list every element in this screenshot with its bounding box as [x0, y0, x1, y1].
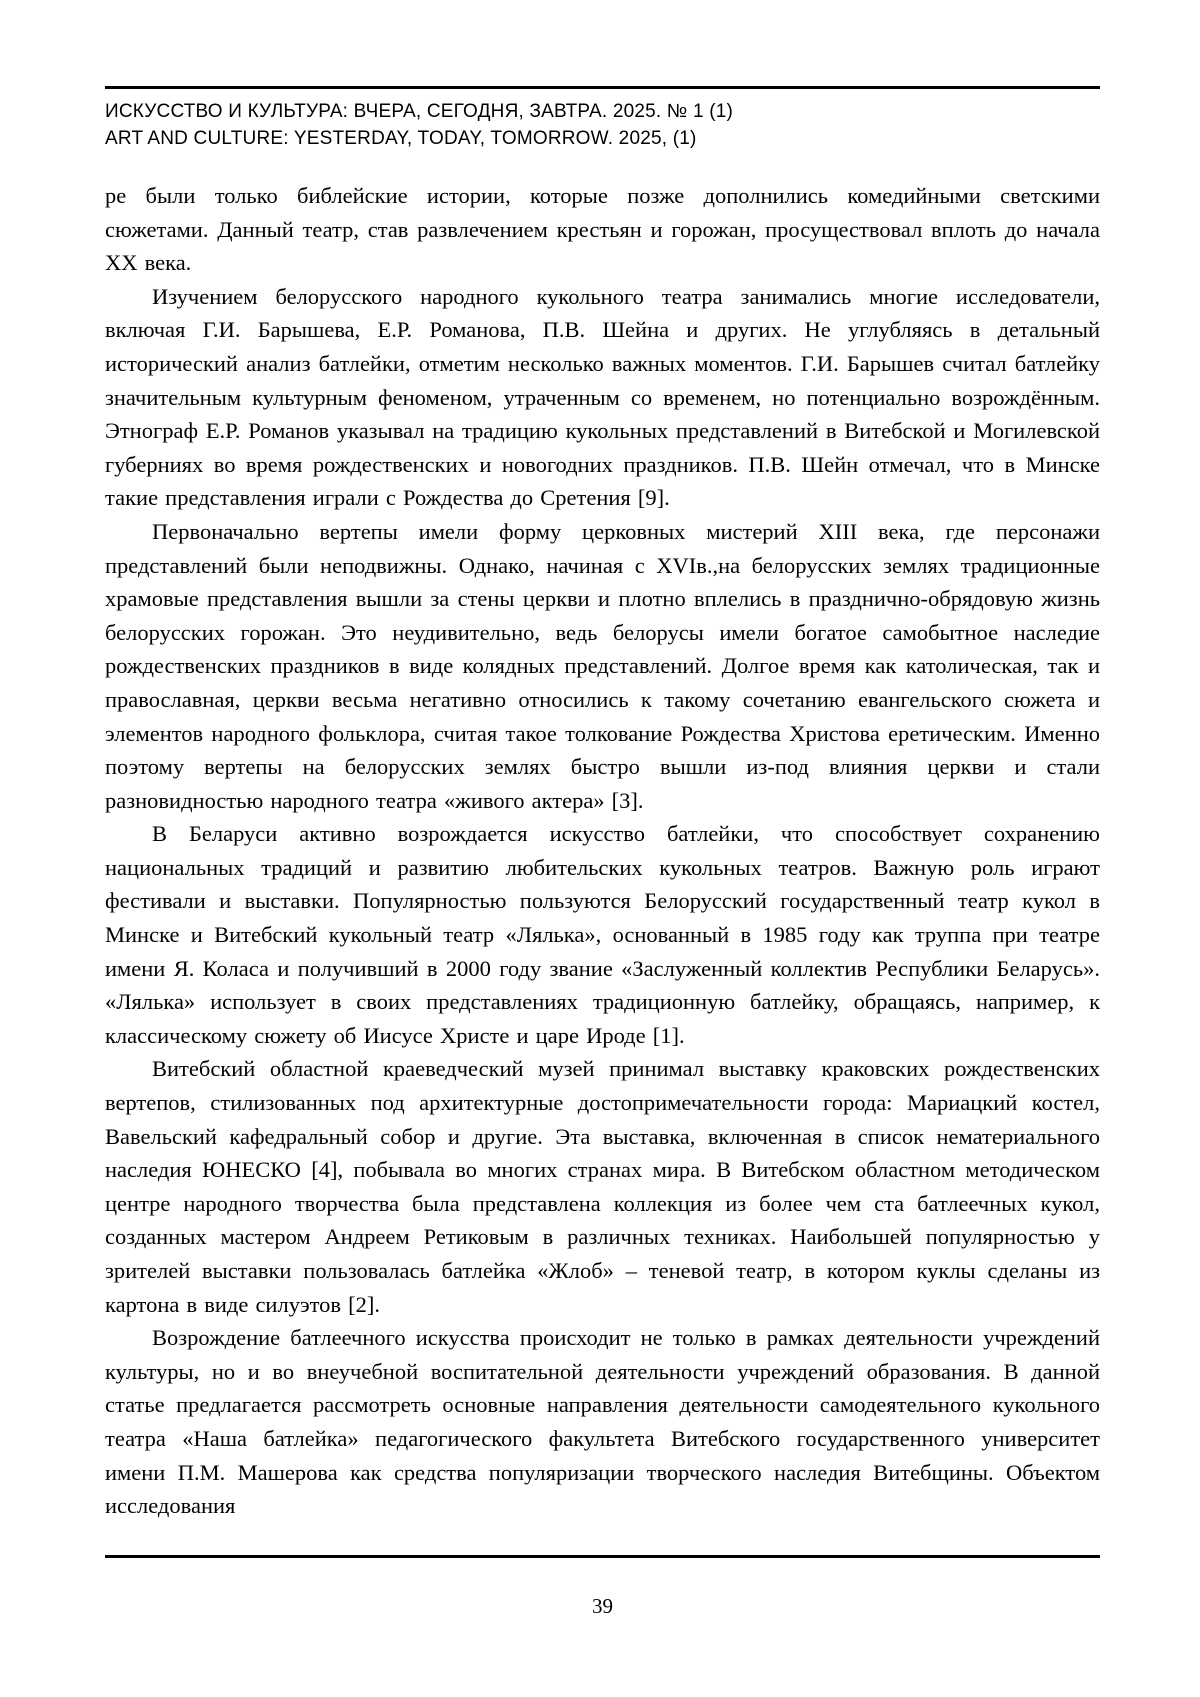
paragraph-continuation: ре были только библейские истории, которые позже дополнились комедийными светскими сюжетами. Данный театр, став развлечением крестьян и горожан, просуществовал вплоть до начала XX века. — [105, 183, 1100, 276]
paragraph: Изучением белорусского народного кукольного театра занимались многие исследователи, включая Г.И. Барышева, Е.Р. Романова, П.В. Шейна и других. Не углубляясь в детальный исторический анализ батлейки, отметим несколько важных моментов. Г.И. Барышев считал батлейку значительным культурным феноменом, утраченным со временем, но потенциально возрождённым. Этнограф Е.Р. Романов указывал на традицию кукольных представлений в Витебской и Могилевской губерниях во время рождественских и новогодних праздников. П.В. Шейн отмечал, что в Минске такие представления играли с Рождества до Сретения [9]. — [105, 283, 1100, 511]
paragraph: Возрождение батлеечного искусства происходит не только в рамках деятельности учреждений культуры, но и во внеучебной воспитательной деятельности учреждений образования. В данной статье предлагается рассмотреть основные направления деятельности самодеятельного кукольного театра «Наша батлейка» педагогического факультета Витебского государственного университет имени П.М. Машерова как средства популяризации творческого наследия Витебщины. Объектом исследования — [105, 1325, 1100, 1519]
journal-title-ru: ИСКУССТВО И КУЛЬТУРА: ВЧЕРА, СЕГОДНЯ, ЗАВТРА. 2025. № 1 (1) — [105, 101, 734, 122]
footer-divider — [105, 1555, 1100, 1558]
article-body — [105, 179, 1100, 1523]
paragraph: Первоначально вертепы имели форму церковных мистерий XIII века, где персонажи представлений были неподвижны. Однако, начиная с XVIв.,на белорусских землях традиционные храмовые представления вышли за стены церкви и плотно вплелись в празднично-обрядовую жизнь белорусских горожан. Это неудивительно, ведь белорусы имели богатое самобытное наследие рождественских праздников в виде колядных представлений. Долгое время как католическая, так и православная, церкви весьма негативно относились к такому сочетанию евангельского сюжета и элементов народного фольклора, считая такое толкование Рождества Христова еретическим. Именно поэтому вертепы на белорусских землях быстро вышли из-под влияния церкви и стали разновидностью народного театра «живого актера» [3]. — [105, 518, 1100, 813]
page-number: 39 — [592, 1593, 613, 1618]
journal-header — [105, 98, 1100, 152]
paragraph: В Беларуси активно возрождается искусство батлейки, что способствует сохранению национальных традиций и развитию любительских кукольных театров. Важную роль играют фестивали и выставки. Популярностью пользуются Белорусский государственный театр кукол в Минске и Витебский кукольный театр «Лялька», основанный в 1985 году как труппа при театре имени Я. Коласа и получивший в 2000 году звание «Заслуженный коллектив Республики Беларусь». «Лялька» использует в своих представлениях традиционную батлейку, обращаясь, например, к классическому сюжету об Иисусе Христе и царе Ироде [1]. — [105, 821, 1100, 1048]
paragraph: Витебский областной краеведческий музей принимал выставку краковских рождественских вертепов, стилизованных под архитектурные достопримечательности города: Мариацкий костел, Вавельский кафедральный собор и другие. Эта выставка, включенная в список нематериального наследия ЮНЕСКО [4], побывала во многих странах мира. В Витебском областном методическом центре народного творчества была представлена коллекция из более чем ста батлеечных кукол, созданных мастером Андреем Ретиковым в различных техниках. Наибольшей популярностью у зрителей выставки пользовалась батлейка «Жлоб» – теневой театр, в котором куклы сделаны из картона в виде силуэтов [2]. — [105, 1056, 1100, 1317]
journal-title-en: ART AND CULTURE: YESTERDAY, TODAY, TOMORROW. 2025, (1) — [105, 128, 697, 149]
header-divider — [105, 86, 1100, 89]
